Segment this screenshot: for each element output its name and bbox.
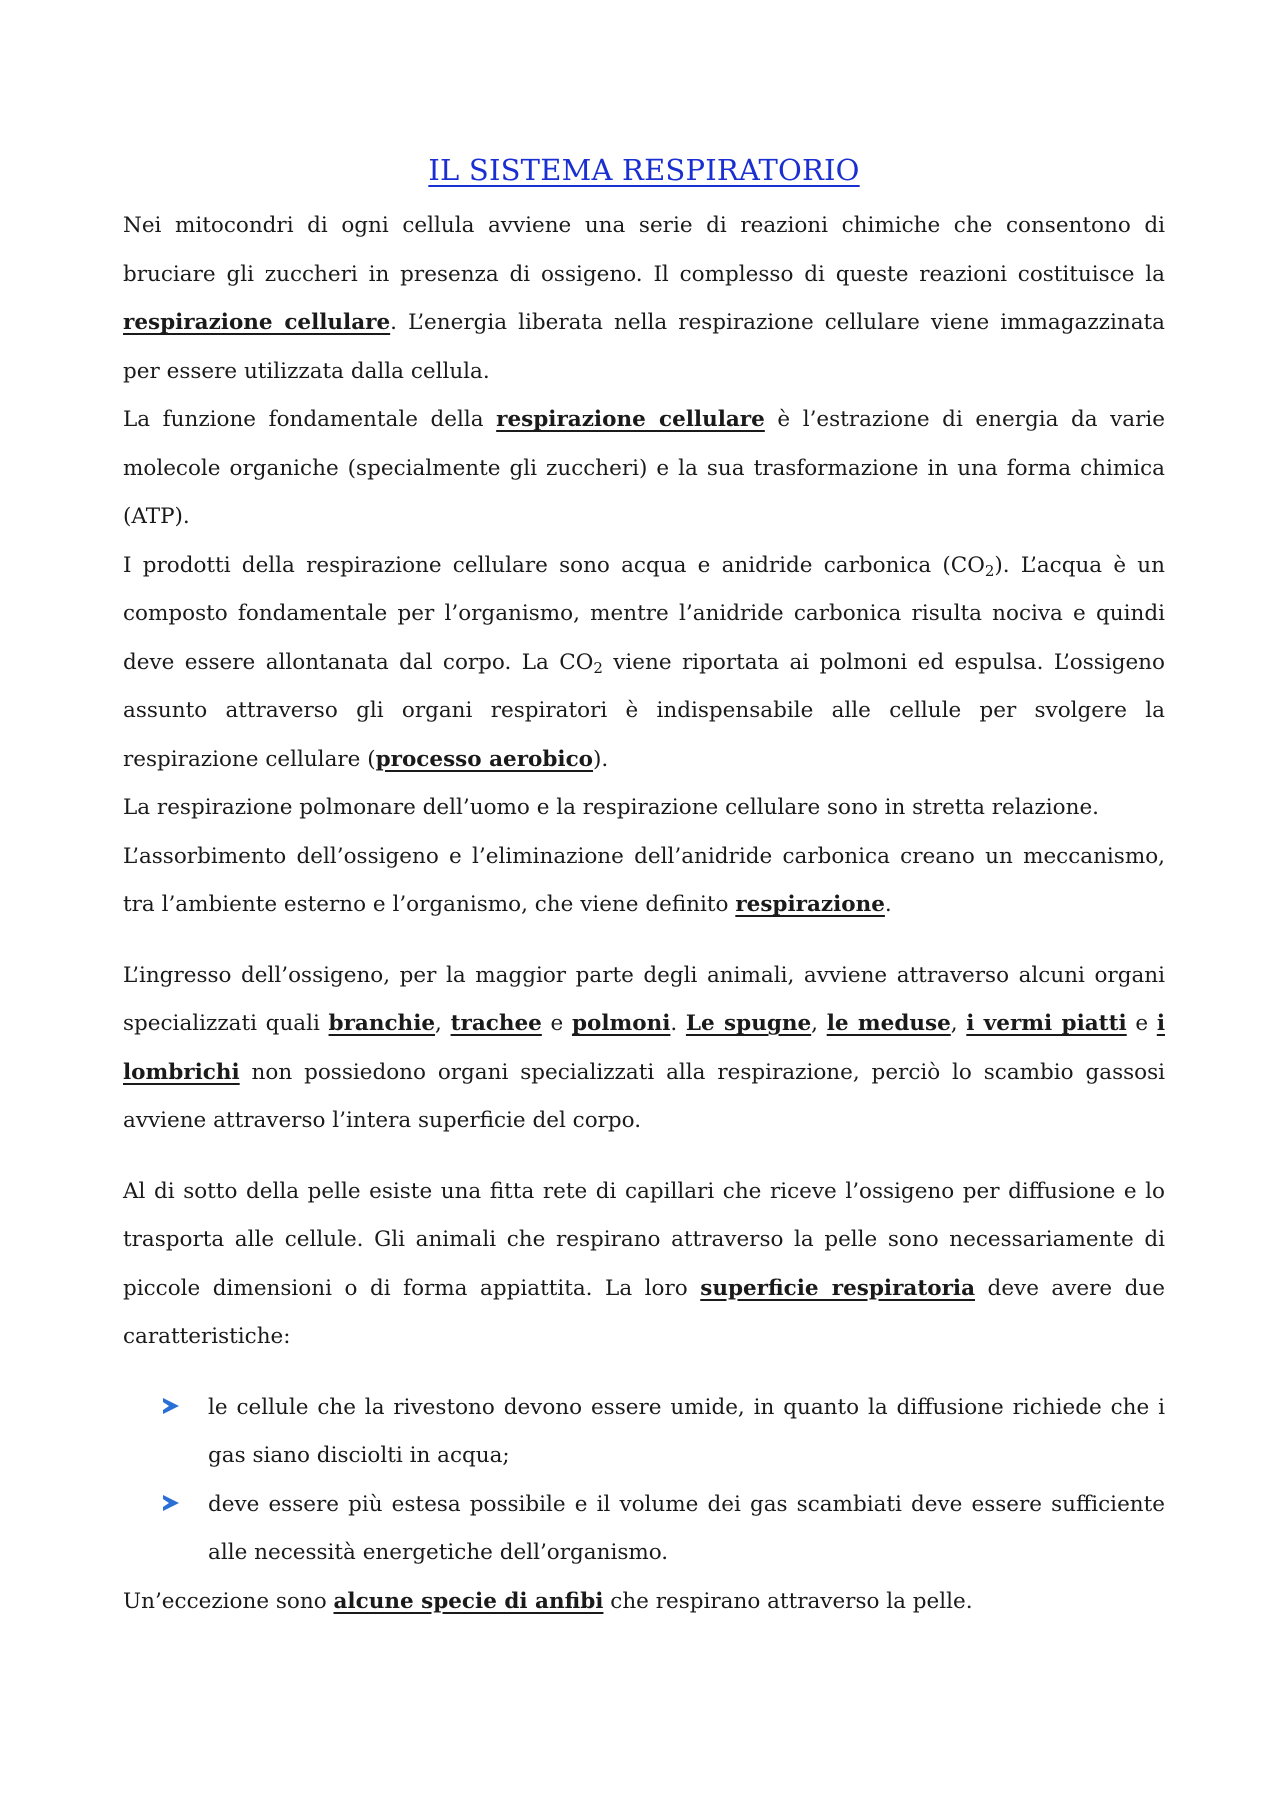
keyword-respirazione-cellulare: respirazione cellulare [496,407,765,432]
text-run: che respirano attraverso la pelle. [603,1588,973,1614]
paragraph-relation [123,784,1165,833]
keyword-alcune-specie-di-anfibi: alcune specie di anfibi [333,1588,604,1614]
paragraph-gap [123,1146,1165,1168]
keyword-polmoni: polmoni [571,1011,671,1036]
characteristics-list [123,1384,1165,1578]
keyword-i-lombrichi: i lombrichi [123,1011,1165,1085]
text-run: ). [593,746,609,772]
text-run: . L’energia liberata nella respirazione cellulare viene immagazzinata per essere utilizzata dalla cellula. [123,310,1165,384]
text-run: I prodotti della respirazione cellulare sono acqua e anidride carbonica (CO [123,552,985,578]
text-run: Nei mitocondri di ogni cellula avviene una serie di reazioni chimiche che consentono di bruciare gli zuccheri in presenza di ossigeno. Il complesso di queste reazioni costituisce la [123,213,1165,287]
paragraph-products [123,542,1165,785]
list-item [123,1481,1165,1578]
text-run: ). L’acqua è un composto fondamentale per l’organismo, mentre l’anidride carbonica risulta nociva e quindi deve essere allontanata dal corpo. La CO [123,552,1165,675]
keyword-i-vermi-piatti: i vermi piatti [966,1011,1127,1036]
text-run: deve avere due caratteristiche: [123,1275,1165,1349]
text-run: . [670,1011,686,1036]
text-run: , [435,1011,451,1036]
paragraph-oxygen-intake [123,952,1165,1146]
paragraph-definition [123,833,1165,930]
text-run: . [884,892,892,917]
subscript: 2 [593,658,603,677]
keyword-le-meduse: le meduse [826,1011,951,1036]
keyword-respirazione-cellulare: respirazione cellulare [123,310,391,335]
keyword-le-spugne: Le spugne [685,1011,812,1036]
subscript: 2 [984,561,995,580]
keyword-respirazione: respirazione [735,892,885,917]
text-run: L’assorbimento dell’ossigeno e l’eliminazione dell’anidride carbonica creano un meccanismo, tra l’ambiente esterno e l’organismo, che viene definito [123,843,1165,917]
paragraph-fundamental-function [123,396,1165,542]
text-run: L’ingresso dell’ossigeno, per la maggior parte degli animali, avviene attraverso alcuni organi specializzati quali [123,962,1165,1036]
text-run: e [1126,1011,1157,1036]
paragraph-skin-capillaries [123,1168,1165,1362]
keyword-trachee: trachee [450,1011,542,1036]
text-run: viene riportata ai polmoni ed espulsa. L’ossigeno assunto attraverso gli organi respiratori è indispensabile alle cellule per svolgere la respirazione cellulare ( [123,649,1165,772]
paragraph-gap [123,1362,1165,1384]
keyword-processo-aerobico: processo aerobico [375,746,594,772]
keyword-superficie-respiratoria: superficie respiratoria [700,1275,976,1301]
text-run: Un’eccezione sono [123,1588,334,1614]
arrowhead-bullet-icon [163,1495,179,1511]
text-run: Al di sotto della pelle esiste una fitta rete di capillari che riceve l’ossigeno per diffusione e lo trasporta alle cellule. Gli animali che respirano attraverso la pelle sono necessariamente di piccole dimensioni o di forma appiattita. La loro [123,1178,1165,1301]
text-run: è l’estrazione di energia da varie molecole organiche (specialmente gli zuccheri) e la sua trasformazione in una forma chimica (ATP). [123,407,1165,529]
paragraph-cellular-respiration [123,202,1165,396]
keyword-branchie: branchie [328,1011,436,1036]
arrowhead-bullet-icon [163,1398,179,1414]
document-page [123,150,1165,1626]
paragraph-gap [123,930,1165,952]
text-run: non possiedono organi specializzati alla respirazione, perciò lo scambio gassosi avviene attraverso l’intera superficie del corpo. [123,1059,1165,1133]
text-run: La respirazione polmonare dell’uomo e la respirazione cellulare sono in stretta relazione. [123,795,1100,820]
text-run: La funzione fondamentale della [123,407,497,432]
list-item-text: le cellule che la rivestono devono essere umide, in quanto la diffusione richiede che i gas siano disciolti in acqua; [208,1394,1165,1468]
paragraph-exception [123,1578,1165,1627]
text-run: , [950,1011,967,1036]
list-item-text: deve essere più estesa possibile e il volume dei gas scambiati deve essere sufficiente alle necessità energetiche dell’organismo. [208,1491,1165,1565]
text-run: , [811,1011,827,1036]
text-run: e [541,1011,572,1036]
page-title: IL SISTEMA RESPIRATORIO [428,153,860,187]
list-item [123,1384,1165,1481]
